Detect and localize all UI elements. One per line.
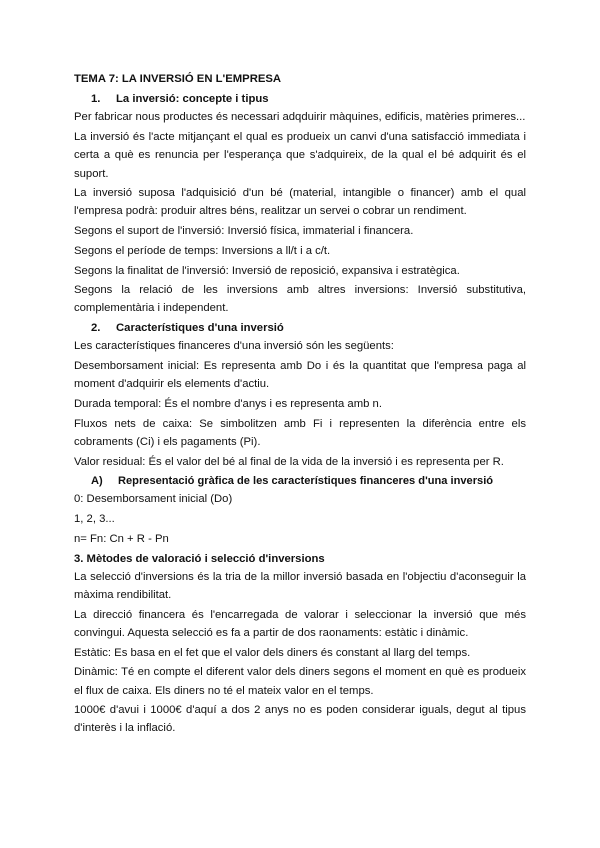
paragraph: Durada temporal: És el nombre d'anys i es representa amb n.: [74, 397, 382, 410]
paragraph: Segons la relació de les inversions amb altres inversions: Inversió substitutiva, complementària i independent.: [74, 284, 526, 315]
paragraph: 0: Desemborsament inicial (Do): [74, 493, 233, 506]
paragraph: Fluxos nets de caixa: Se simbolitzen amb Fi i representen la diferència entre els cobraments (Ci) i els pagaments (Pi).: [74, 417, 526, 448]
paragraph: Segons el període de temps: Inversions a ll/t i a c/t.: [74, 244, 331, 257]
section-2a-title: Representació gràfica de les característiques financeres d'una inversió: [118, 475, 494, 488]
section-2a-heading: [74, 472, 526, 490]
paragraph: La selecció d'inversions és la tria de la millor inversió basada en l'objectiu d'aconseguir la màxima rendibilitat.: [74, 570, 526, 601]
section-2-heading: [74, 319, 526, 337]
paragraph: La inversió suposa l'adquisició d'un bé (material, intangible o financer) amb el qual l'empresa podrà: produir altres béns, realitzar un servei o cobrar un rendiment.: [74, 187, 526, 218]
paragraph: 1, 2, 3...: [74, 513, 115, 526]
section-2-title: Característiques d'una inversió: [116, 322, 284, 335]
paragraph: Valor residual: És el valor del bé al final de la vida de la inversió i es representa per R.: [74, 455, 504, 468]
paragraph: n= Fn: Cn + R - Pn: [74, 532, 169, 545]
paragraph: La direcció financera és l'encarregada de valorar i seleccionar la inversió que més convingui. Aquesta selecció es fa a partir de dos raonaments: estàtic i dinàmic.: [74, 608, 526, 639]
section-2-number: 2.: [91, 322, 101, 335]
paragraph: Segons el suport de l'inversió: Inversió física, immaterial i financera.: [74, 225, 414, 238]
document-page: [74, 70, 526, 739]
paragraph: Desemborsament inicial: Es representa amb Do i és la quantitat que l'empresa paga al moment d'adquirir els elements d'actiu.: [74, 360, 526, 391]
paragraph: Estàtic: Es basa en el fet que el valor dels diners és constant al llarg del temps.: [74, 646, 471, 659]
section-1-heading: [74, 90, 526, 108]
section-1-number: 1.: [91, 93, 101, 106]
paragraph: La inversió és l'acte mitjançant el qual es produeix un canvi d'una satisfacció immediata i certa a què es renuncia per l'esperança que s'adquireix, de la qual el bé adquirit és el suport.: [74, 131, 526, 180]
paragraph: Per fabricar nous productes és necessari adqduirir màquines, edificis, matèries primeres...: [74, 111, 526, 124]
section-2a-number: A): [91, 475, 103, 488]
paragraph: 1000€ d'avui i 1000€ d'aquí a dos 2 anys no es poden considerar iguals, degut al tipus d'interès i la inflació.: [74, 704, 526, 735]
section-3-heading: 3. Mètodes de valoració i selecció d'inversions: [74, 552, 325, 565]
paragraph: Segons la finalitat de l'inversió: Inversió de reposició, expansiva i estratègica.: [74, 264, 460, 277]
document-title: TEMA 7: LA INVERSIÓ EN L'EMPRESA: [74, 73, 282, 85]
paragraph: Les característiques financeres d'una inversió són les següents:: [74, 340, 394, 353]
section-1-title: La inversió: concepte i tipus: [116, 93, 269, 106]
paragraph: Dinàmic: Té en compte el diferent valor dels diners segons el moment en què es produeix el flux de caixa. Els diners no té el mateix valor en el temps.: [74, 666, 526, 697]
